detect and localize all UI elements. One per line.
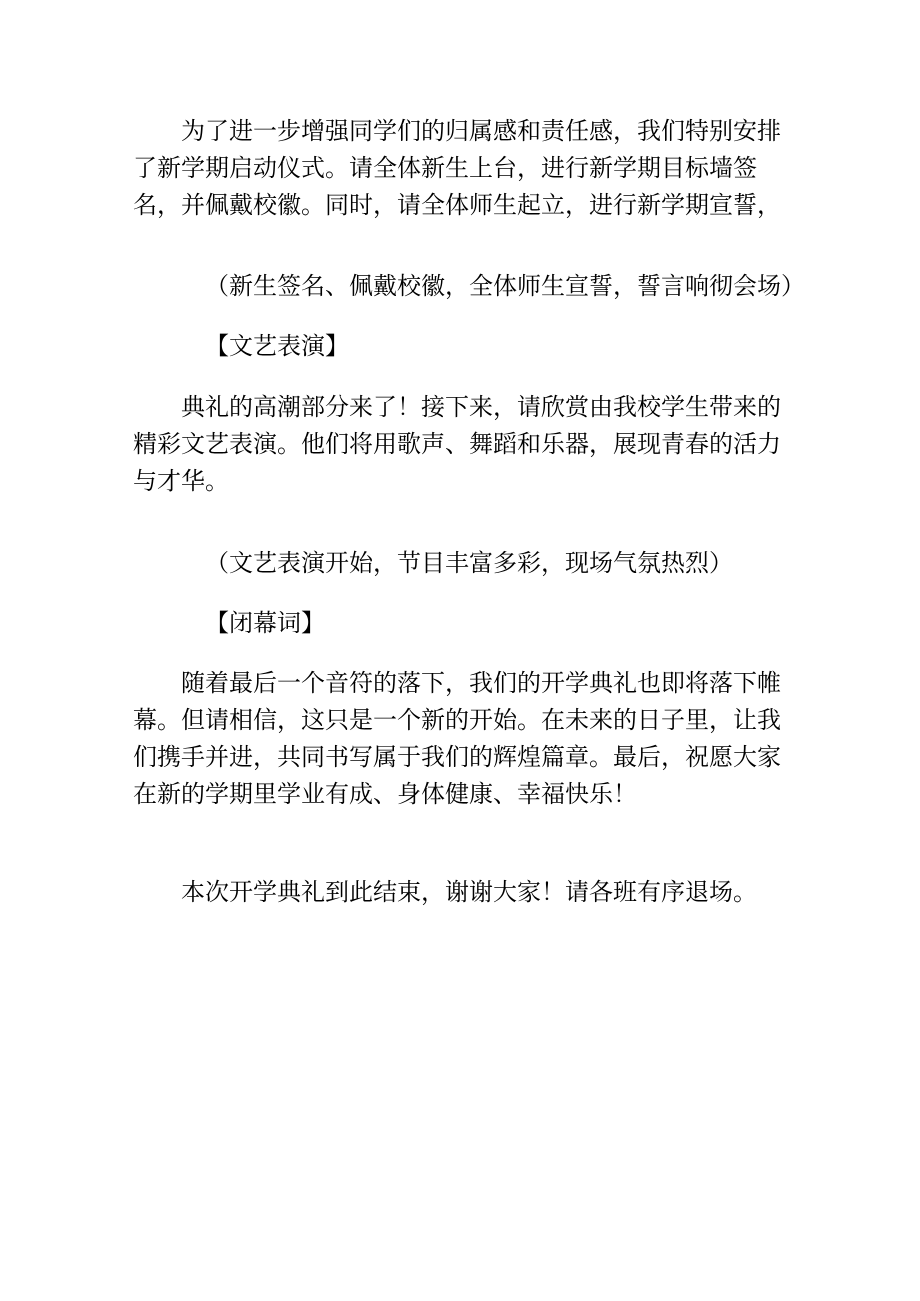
stage-direction-performance: （文艺表演开始，节目丰富多彩，现场气氛热烈） [205,549,733,577]
paragraph-dismissal: 本次开学典礼到此结束，谢谢大家！请各班有序退场。 [181,878,757,906]
stage-direction-signing: （新生签名、佩戴校徽，全体师生宣誓，誓言响彻会场） [205,272,805,300]
paragraph-closing-speech: 随着最后一个音符的落下，我们的开学典礼也即将落下帷幕。但请相信，这只是一个新的开始。在未来的日子里，让我们携手并进，共同书写属于我们的辉煌篇章。最后，祝愿大家在新的学期里学业有成、身体健康、幸福快乐！ [133,669,781,808]
section-heading-performance: 【文艺表演】 [205,332,349,360]
paragraph-performance: 典礼的高潮部分来了！接下来，请欣赏由我校学生带来的精彩文艺表演。他们将用歌声、舞蹈和乐器，展现青春的活力与才华。 [133,393,781,495]
section-heading-closing: 【闭幕词】 [205,609,325,637]
paragraph-launch-ceremony: 为了进一步增强同学们的归属感和责任感，我们特别安排了新学期启动仪式。请全体新生上台，进行新学期目标墙签名，并佩戴校徽。同时，请全体师生起立，进行新学期宣誓， [133,117,781,219]
